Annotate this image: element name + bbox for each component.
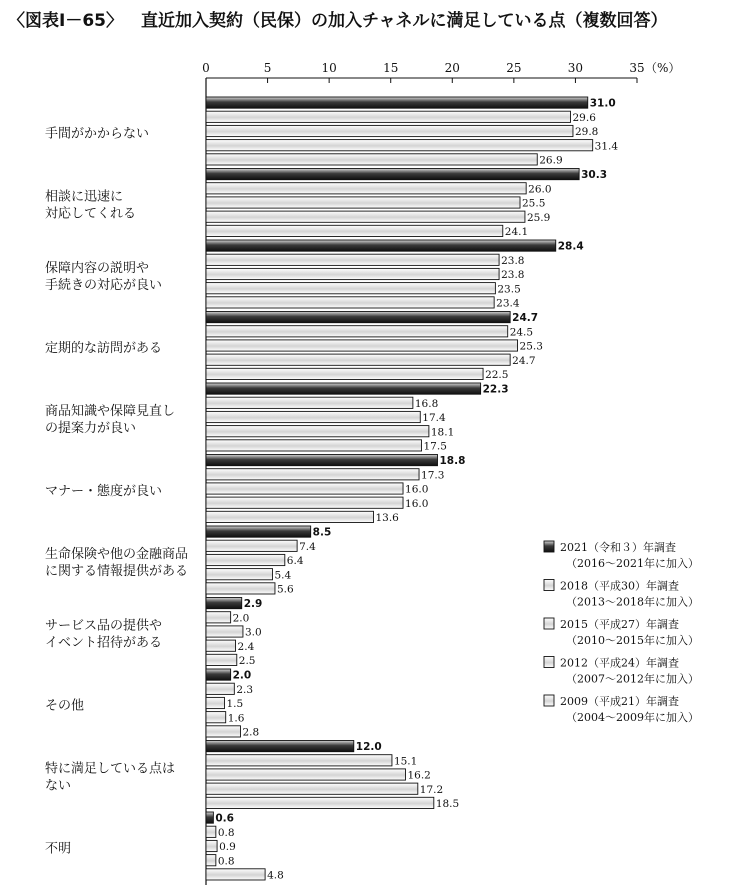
bar <box>206 640 236 651</box>
data-label: 31.4 <box>594 140 619 153</box>
data-label: 16.0 <box>405 497 429 510</box>
category-label: 生命保険や他の金融商品 <box>45 547 189 562</box>
legend-swatch <box>544 695 554 706</box>
data-label: 3.0 <box>244 626 262 639</box>
bar <box>206 569 272 580</box>
bar <box>206 411 420 422</box>
bar <box>206 111 571 122</box>
x-axis-unit: （%） <box>645 61 681 75</box>
category-label: その他 <box>45 698 85 714</box>
data-label: 2.3 <box>236 683 254 696</box>
data-label: 31.0 <box>589 97 616 110</box>
bar <box>206 240 556 251</box>
bar <box>206 225 503 236</box>
x-tick-label: 10 <box>321 61 337 75</box>
bar <box>206 97 588 108</box>
category-label: 不明 <box>45 841 72 857</box>
data-label: 16.8 <box>414 397 439 410</box>
data-label: 22.3 <box>482 383 509 396</box>
x-tick-label: 30 <box>567 61 584 75</box>
data-label: 17.3 <box>421 469 445 482</box>
bar <box>206 254 499 265</box>
legend-series-name: 2018（平成30）年調査 <box>560 579 679 593</box>
data-label: 4.8 <box>267 869 284 882</box>
category-label: マナー・態度が良い <box>45 484 163 499</box>
bar <box>206 812 213 823</box>
x-tick-label: 20 <box>444 61 460 75</box>
bar <box>206 268 499 279</box>
legend-series-name: 2012（平成24）年調査 <box>560 656 679 670</box>
data-label: 25.5 <box>522 197 546 210</box>
legend-series-name: 2021（令和３）年調査 <box>560 541 676 554</box>
data-label: 25.3 <box>519 340 543 353</box>
bar <box>206 612 231 623</box>
bar <box>206 455 438 466</box>
data-label: 24.1 <box>504 226 529 238</box>
bar <box>206 326 508 337</box>
bar <box>206 297 494 308</box>
bar <box>206 211 525 222</box>
x-tick-label: 15 <box>383 61 399 75</box>
data-label: 17.2 <box>419 783 444 796</box>
data-label: 24.5 <box>509 326 534 339</box>
data-label: 0.8 <box>217 826 235 839</box>
bar <box>206 554 285 565</box>
bar <box>206 540 297 551</box>
legend <box>544 540 699 724</box>
bar <box>206 726 240 737</box>
data-label: 18.5 <box>435 798 460 810</box>
bar <box>206 797 434 808</box>
legend-series-name: 2009（平成21）年調査 <box>560 695 679 708</box>
bar <box>206 869 265 880</box>
data-label: 29.6 <box>572 111 596 124</box>
legend-series-note: （2010～2015年に加入） <box>566 634 699 647</box>
bar <box>206 283 495 294</box>
legend-series-note: （2013～2018年に加入） <box>566 595 699 609</box>
data-label: 2.0 <box>232 612 250 625</box>
data-label: 2.8 <box>242 726 260 739</box>
category-label: 対応してくれる <box>45 206 137 222</box>
data-label: 24.7 <box>512 354 536 367</box>
bar <box>206 140 593 151</box>
category-label: サービス品の提供や <box>45 618 163 634</box>
category-label: 特に満足している点は <box>45 761 176 777</box>
data-label: 2.0 <box>232 669 252 682</box>
data-label: 18.8 <box>439 455 466 468</box>
bar <box>206 340 518 351</box>
bar <box>206 469 419 480</box>
bar <box>206 397 413 408</box>
category-label: 保障内容の説明や <box>45 261 150 276</box>
bar <box>206 183 526 194</box>
bar <box>206 855 216 866</box>
data-label: 0.8 <box>217 855 235 868</box>
bar <box>206 654 237 665</box>
data-label: 5.6 <box>276 583 294 596</box>
bar <box>206 755 392 766</box>
bar <box>206 598 242 609</box>
bar <box>206 826 216 837</box>
bar <box>206 697 224 708</box>
data-label: 23.5 <box>497 283 521 296</box>
bar <box>206 169 579 180</box>
data-label: 24.7 <box>512 312 539 325</box>
data-label: 7.4 <box>299 540 316 553</box>
data-label: 1.6 <box>227 712 245 725</box>
category-label: ない <box>45 778 72 794</box>
data-label: 2.4 <box>237 640 255 653</box>
data-label: 18.1 <box>430 426 455 439</box>
bar <box>206 626 243 637</box>
data-label: 17.5 <box>423 440 447 453</box>
data-label: 26.9 <box>539 154 563 167</box>
figure-number: 〈図表Ⅰ－65〉 <box>8 11 123 31</box>
data-label: 13.6 <box>375 512 399 524</box>
bar <box>206 354 510 365</box>
bar <box>206 483 403 494</box>
bar <box>206 783 418 794</box>
legend-series-note: （2007～2012年に加入） <box>566 672 699 686</box>
data-label: 0.9 <box>219 841 236 854</box>
x-tick-label: 5 <box>263 61 272 75</box>
bar <box>206 840 217 851</box>
bar <box>206 497 403 508</box>
bar <box>206 526 311 537</box>
data-label: 29.8 <box>574 126 599 139</box>
data-label: 2.9 <box>243 598 263 611</box>
category-label: イベント招待がある <box>45 635 163 651</box>
bar <box>206 683 234 694</box>
legend-series-note: （2004～2009年に加入） <box>566 711 699 724</box>
data-label: 12.0 <box>355 741 382 754</box>
bar <box>206 125 573 136</box>
data-label: 30.3 <box>581 169 608 182</box>
data-label: 8.5 <box>312 526 332 539</box>
bar <box>206 426 429 437</box>
data-label: 15.1 <box>393 755 418 768</box>
legend-swatch <box>544 657 554 668</box>
category-label: 商品知識や保障見直し <box>45 404 176 419</box>
bar <box>206 368 483 379</box>
legend-series-note: （2016～2021年に加入） <box>566 557 699 570</box>
bar <box>206 511 373 522</box>
data-label: 16.0 <box>405 483 429 496</box>
category-label: に関する情報提供がある <box>45 564 189 579</box>
bar <box>206 741 354 752</box>
data-label: 16.2 <box>407 769 431 782</box>
bar <box>206 312 510 323</box>
data-label: 17.4 <box>422 412 446 425</box>
category-label: の提案力が良い <box>45 421 137 436</box>
bar <box>206 383 481 394</box>
data-label: 23.8 <box>501 254 525 267</box>
bar <box>206 154 537 165</box>
bar <box>206 583 275 594</box>
data-label: 23.8 <box>501 269 525 282</box>
x-tick-label: 35 <box>629 61 645 75</box>
bar <box>206 440 422 451</box>
data-label: 2.5 <box>238 655 256 667</box>
data-label: 23.4 <box>496 297 520 310</box>
data-label: 5.4 <box>274 569 292 582</box>
data-label: 1.5 <box>226 698 244 711</box>
category-label: 手間がかからない <box>45 126 150 142</box>
title-text: 直近加入契約（民保）の加入チャネルに満足している点（複数回答） <box>140 11 668 31</box>
legend-swatch <box>544 618 554 629</box>
bar <box>206 712 226 723</box>
category-label: 定期的な訪問がある <box>45 341 163 356</box>
category-label: 手続きの対応が良い <box>45 278 163 293</box>
legend-swatch <box>544 580 554 591</box>
data-label: 0.6 <box>215 812 234 825</box>
data-label: 22.5 <box>485 369 509 381</box>
data-label: 28.4 <box>557 240 584 253</box>
data-label: 26.0 <box>528 183 552 196</box>
legend-series-name: 2015（平成27）年調査 <box>560 618 679 631</box>
data-label: 25.9 <box>526 211 551 224</box>
legend-swatch <box>544 541 554 552</box>
bar <box>206 669 231 680</box>
bar <box>206 769 405 780</box>
x-tick-label: 25 <box>506 61 522 75</box>
x-tick-label: 0 <box>202 61 210 75</box>
category-label: 相談に迅速に <box>45 189 124 205</box>
data-label: 6.4 <box>286 555 304 568</box>
bar <box>206 197 520 208</box>
